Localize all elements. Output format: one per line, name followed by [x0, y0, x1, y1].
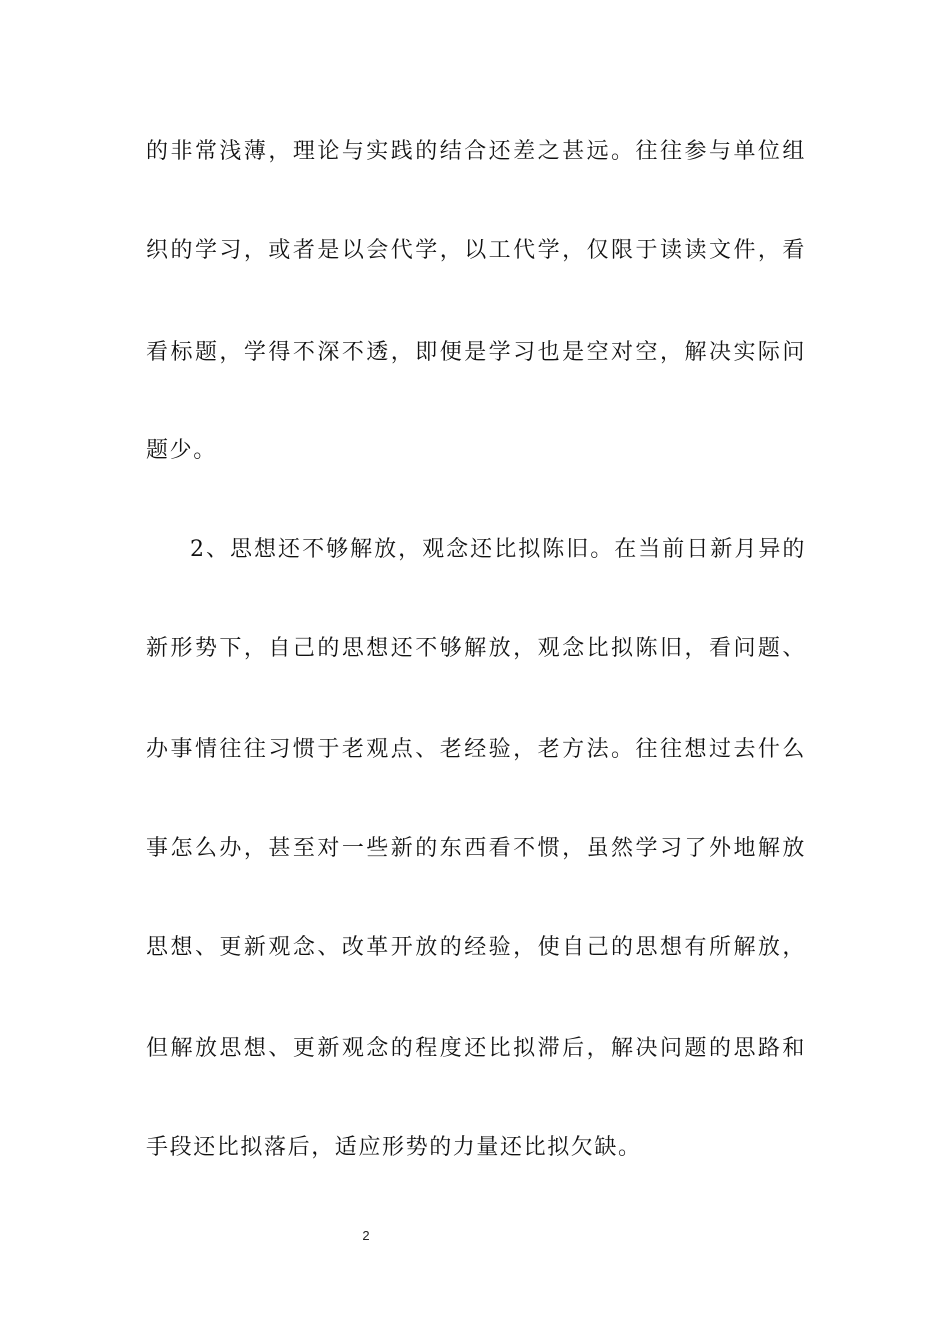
text-line-6: 新形势下，自己的思想还不够解放，观念比拟陈旧，看问题、 — [146, 636, 806, 661]
text-line-4: 题少。 — [146, 438, 217, 463]
page-number: 2 — [362, 1228, 370, 1243]
text-line-3: 看标题，学得不深不透，即便是学习也是空对空，解决实际问 — [146, 340, 806, 365]
text-line-11: 手段还比拟落后，适应形势的力量还比拟欠缺。 — [146, 1135, 642, 1160]
text-line-10: 但解放思想、更新观念的程度还比拟滞后，解决问题的思路和 — [146, 1036, 806, 1061]
text-line-9: 思想、更新观念、改革开放的经验，使自己的思想有所解放， — [146, 935, 806, 960]
text-line-2: 织的学习，或者是以会代学，以工代学，仅限于读读文件，看 — [146, 238, 806, 263]
text-line-5: 2、思想还不够解放，观念还比拟陈旧。在当前日新月异的 — [190, 537, 806, 562]
text-line-7: 办事情往往习惯于老观点、老经验，老方法。往往想过去什么 — [146, 737, 806, 762]
text-line-1: 的非常浅薄，理论与实践的结合还差之甚远。往往参与单位组 — [146, 139, 806, 164]
text-line-8: 事怎么办，甚至对一些新的东西看不惯，虽然学习了外地解放 — [146, 836, 806, 861]
